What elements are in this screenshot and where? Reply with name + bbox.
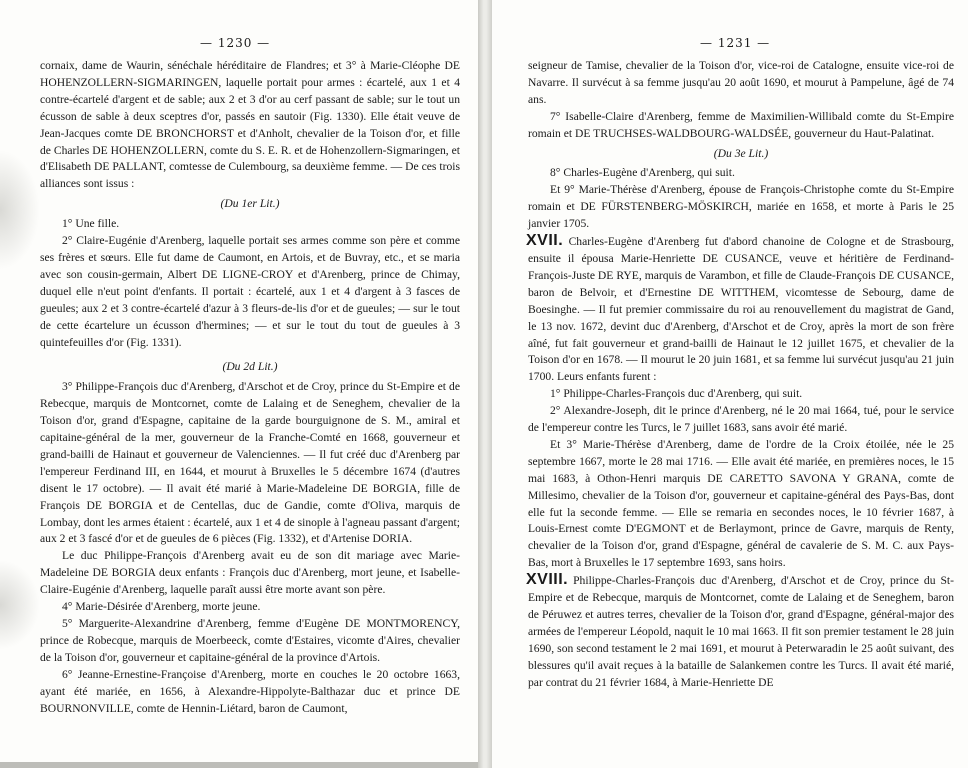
paragraph: 8° Charles-Eugène d'Arenberg, qui suit. [550, 166, 735, 180]
left-page [0, 0, 478, 768]
paragraph: Philippe-Charles-François duc d'Arenberg, d'Arschot et de Croy, prince du St-Empire et de Rebecque, marquis de Montcornet, comte de Lalaing et de Seneghem, baron de Péruwez et autres terres, chevalier de la Toison d'or, grand d'Espagne, général-major des armées de l'empereur Léopold, naquit le 10 mai 1663. Il fit son premier testament le 28 juin 1690, son second testament le 2 mai 1691, et mourut à Peterwaradin le 25 août suivant, des blessures qu'il avait reçues à la bataille de Salankemen contre les Turcs. Il avait été marié, par contrat du 21 février 1684, à Marie-Henriette DE [528, 574, 954, 689]
scan-edge [0, 762, 478, 768]
paragraph: Le duc Philippe-François d'Arenberg avait eu de son dit mariage avec Marie-Madeleine DE BORGIA deux enfants : François duc d'Arenberg, mort jeune, et Isabelle-Claire-Eugénie d'Arenberg, laquelle paraît aussi être morte avant son père. [40, 549, 460, 597]
chapter-mark: XVIII. [526, 571, 569, 589]
right-page [492, 0, 968, 768]
page-text [528, 58, 954, 692]
paragraph: 7° Isabelle-Claire d'Arenberg, femme de Maximilien-Willibald comte du St-Empire romain et DE TRUCHSES-WALDBOURG-WALDSÉE, gouverneur du Haut-Palatinat. [528, 109, 954, 140]
chapter-paragraph [528, 233, 954, 386]
page-number: — 1230 — [200, 36, 271, 50]
paragraph: seigneur de Tamise, chevalier de la Toison d'or, vice-roi de Catalogne, ensuite vice-roi de Navarre. Il survécut à sa femme jusqu'au 20 août 1690, et mourut à Pampelune, âgé de 74 ans. [528, 59, 954, 106]
paragraph: Et 9° Marie-Thérèse d'Arenberg, épouse de François-Christophe comte du St-Empire romain et DE FÜRSTENBERG-MÖSKIRCH, mariée en 1658, et morte à Paris le 25 janvier 1705. [528, 183, 954, 231]
paragraph: 5° Marguerite-Alexandrine d'Arenberg, femme d'Eugène DE MONTMORENCY, prince de Robecque, marquis de Moerbeeck, comte d'Estaires, vicomte d'Aires, chevalier de la Toison d'or, gouverneur et capitaine-général de la province d'Artois. [40, 617, 460, 664]
book-gutter [478, 0, 492, 768]
paragraph: Et 3° Marie-Thérèse d'Arenberg, dame de l'ordre de la Croix étoilée, née le 25 septembre 1667, morte le 28 mai 1716. — Elle avait été mariée, en premières noces, le 15 mai 1683, à Othon-Henri marquis DE CARETTO SAVONA Y GRANA, comte de Millesimo, chevalier de la Toison d'or, gouverneur et capitaine-général des Pays-Bas, dont elle fut la seconde femme. — Elle se remaria en secondes noces, le 10 février 1687, à Louis-Ernest comte D'EGMONT et de Berlaymont, prince de Gavre, marquis de Renty, chevalier de la Toison d'or, grand d'Espagne, général de cavalerie de S. M. C. aux Pays-Bas, mort à Bruxelles le 17 septembre 1693, sans hoirs. [528, 437, 954, 570]
section-heading: (Du 2d Lit.) [222, 360, 278, 374]
paragraph: 4° Marie-Désirée d'Arenberg, morte jeune. [62, 600, 261, 614]
paragraph: Charles-Eugène d'Arenberg fut d'abord chanoine de Cologne et de Strasbourg, ensuite il épousa Marie-Henriette DE CUSANCE, veuve et héritière de Ferdinand-François-Juste DE RYE, marquis de Varambon, et fille de Claude-François DE CUSANCE, baron de Belvoir, et d'Ernestine DE WITTHEM, vicomtesse de Sebourg, dame de Boesinghe. — Il fut premier commissaire du roi au renouvellement du magistrat de Gand, le 13 nov. 1672, devint duc d'Arenberg, d'Arschot et de Croy, après la mort de son frère aîné, fut fait gouverneur et grand-bailli de Hainaut le 12 juillet 1675, et chevalier de la Toison d'or en 1678. — Il mourut le 20 juin 1681, et sa femme lui survécut jusqu'au 21 juin 1700. Leurs enfants furent : [528, 235, 954, 384]
chapter-paragraph [528, 572, 954, 691]
page-text [40, 58, 460, 717]
paragraph: cornaix, dame de Waurin, sénéchale héréditaire de Flandres; et 3° à Marie-Cléophe DE HOHENZOLLERN-SIGMARINGEN, laquelle portait pour armes : écartelé, aux 1 et 4 contre-écartelé d'argent et de sable; aux 2 et 3 d'or au cerf passant de sable; sur le tout un écusson de sable à deux sceptres d'or, passés en sautoir (Fig. 1330). Elle était veuve de Jean-Jacques comte DE BRONCHORST et d'Anholt, chevalier de la Toison d'or, et fille de Charles DE HOHENZOLLERN, comte du S. E. R. et de Hohenzollern-Sigmaringen, et d'Elisabeth DE PALLANT, comtesse de Culembourg, sa deuxième femme. — De ces trois alliances sont issus : [40, 59, 460, 191]
paragraph: 6° Jeanne-Ernestine-Françoise d'Arenberg, morte en couches le 20 octobre 1663, ayant été mariée, en 1656, à Alexandre-Hippolyte-Balthazar duc et prince DE BOURNONVILLE, comte de Hennin-Liétard, baron de Caumont, [40, 667, 460, 715]
page-number: — 1231 — [700, 36, 771, 50]
paragraph: 1° Une fille. [62, 217, 120, 231]
chapter-mark: XVII. [526, 232, 564, 250]
paragraph: 2° Alexandre-Joseph, dit le prince d'Arenberg, né le 20 mai 1664, tué, pour le service de l'empereur contre les Turcs, le 7 juillet 1683, sans avoir été marié. [528, 404, 954, 435]
scan-smudge [0, 150, 40, 270]
scan-smudge [0, 560, 40, 650]
paragraph: 1° Philippe-Charles-François duc d'Arenberg, qui suit. [550, 387, 803, 401]
section-heading: (Du 3e Lit.) [713, 146, 769, 160]
section-heading: (Du 1er Lit.) [220, 197, 280, 211]
paragraph: 2° Claire-Eugénie d'Arenberg, laquelle portait ses armes comme son père et comme ses frères et sœurs. Elle fut dame de Caumont, en Artois, et de Buvray, etc., et se maria avec son cousin-germain, Albert DE LIGNE-CROY et d'Arenberg, prince de Chimay, duquel elle n'eut point d'enfants. Il portait : écartelé, aux 1 et 4 d'argent à 3 fasces de gueules; aux 2 et 3 contre-écartelé d'azur à 3 fleurs-de-lis d'or et de gueules; — sur le tout de cette écartelure un écusson d'hermines; — et sur le tout du tout de gueules à 3 quintefeuilles d'or (Fig. 1331). [40, 234, 460, 349]
paragraph: 3° Philippe-François duc d'Arenberg, d'Arschot et de Croy, prince du St-Empire et de Rebecque, marquis de Montcornet, comte de Lalaing et de Seneghem, chevalier de la Toison d'or, grand d'Espagne, capitaine de la garde bourguignone de S. M., amiral et capitaine-général de la mer, gouverneur de la Franche-Comté en 1668, gouverneur et grand-bailli de Hainaut et gouverneur de Valenciennes. — Il fut créé duc d'Arenberg par l'empereur Ferdinand III, en 1644, et mourut à Bruxelles le 5 décembre 1674 (d'autres disent le 17 octobre). — Il avait été marié à Marie-Madeleine DE BORGIA, fille de François DE BORGIA et de Centellas, duc de Gandie, comte d'Oliva, marquis de Lombay, dont les armes étaient : écartelé, aux 1 et 4 de sinople à l'agneau passant d'argent; aux 2 et 3 fascé d'or et de gueules de 6 pièces (Fig. 1332), et d'Artenise DORIA. [40, 380, 460, 546]
